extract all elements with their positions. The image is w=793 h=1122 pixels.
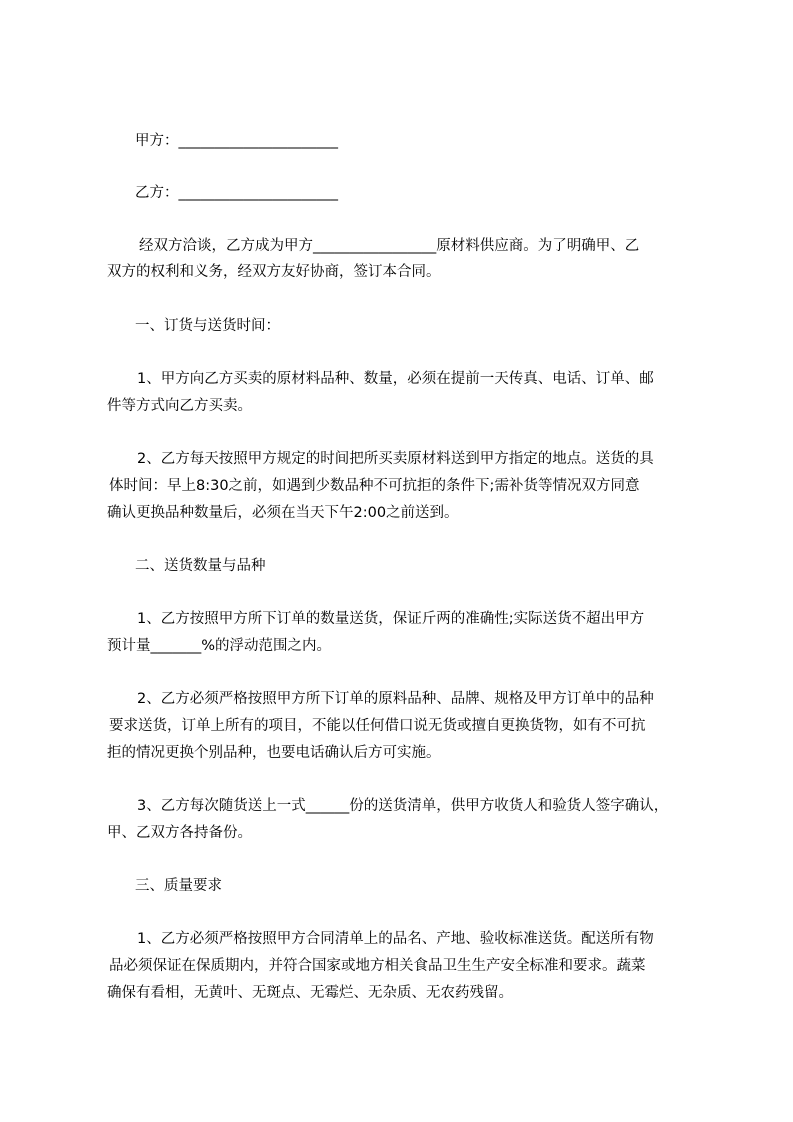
party-a-blank[interactable]: ______________________ [178, 133, 338, 149]
section-3-heading: 三、质量要求 [135, 878, 222, 894]
s1-item1-line-1: 1、甲方向乙方买卖的原材料品种、数量，必须在提前一天传真、电话、订单、邮 [137, 371, 654, 387]
party-b-blank[interactable]: ______________________ [178, 185, 338, 201]
section-1-heading: 一、订货与送货时间： [135, 318, 280, 334]
party-a-label: 甲方： [135, 133, 179, 149]
intro-line-1 [139, 236, 639, 256]
s2-item3-line-2: 甲、乙双方各持备份。 [107, 825, 252, 841]
s2-item2-line-2: 要求送货，订单上所有的项目，不能以任何借口说无货或擅自更换货物，如有不可抗 [109, 718, 646, 734]
supplier-blank[interactable]: _________________ [313, 238, 437, 254]
s3-item1-line-2: 品必须保证在保质期内，并符合国家或地方相关食品卫生生产安全标准和要求。蔬菜 [109, 958, 646, 974]
float-percent-blank[interactable]: _______ [150, 638, 202, 654]
section-2-heading: 二、送货数量与品种 [135, 558, 266, 574]
s2-item1-text-a: 预计量 [107, 638, 151, 654]
intro-line-2: 双方的权利和义务，经双方友好协商，签订本合同。 [107, 264, 441, 280]
party-b-line [135, 183, 338, 203]
s3-item1-line-1: 1、乙方必须严格按照甲方合同清单上的品名、产地、验收标准送货。配送所有物 [137, 931, 654, 947]
s2-item2-line-3: 拒的情况更换个别品种，也要电话确认后方可实施。 [107, 745, 441, 761]
s2-item3-text-a: 3、乙方每次随货送上一式 [137, 798, 306, 814]
s2-item1-text-b: %的浮动范围之内。 [201, 638, 332, 654]
s1-item2-line-3: 确认更换品种数量后，必须在当天下午2:00之前送到。 [107, 505, 459, 521]
s2-item3-text-b: 份的送货清单，供甲方收货人和验货人签字确认， [349, 798, 669, 814]
s1-item2-line-2: 体时间：早上8:30之前，如遇到少数品种不可抗拒的条件下;需补货等情况双方同意 [109, 478, 640, 494]
intro-text-a: 经双方洽谈，乙方成为甲方 [139, 238, 313, 254]
s2-item2-line-1: 2、乙方必须严格按照甲方所下订单的原料品种、品牌、规格及甲方订单中的品种 [137, 691, 654, 707]
s2-item1-line-1: 1、乙方按照甲方所下订单的数量送货，保证斤两的准确性;实际送货不超出甲方 [137, 611, 645, 627]
s2-item3-line-1 [137, 796, 668, 816]
s2-item1-line-2 [107, 636, 331, 656]
s1-item1-line-2: 件等方式向乙方买卖。 [107, 398, 252, 414]
party-b-label: 乙方： [135, 185, 179, 201]
s3-item1-line-3: 确保有看相，无黄叶、无斑点、无霉烂、无杂质、无农药残留。 [107, 985, 513, 1001]
s1-item2-line-1: 2、乙方每天按照甲方规定的时间把所买卖原材料送到甲方指定的地点。送货的具 [137, 451, 654, 467]
intro-text-b: 原材料供应商。为了明确甲、乙 [436, 238, 640, 254]
party-a-line [135, 131, 338, 151]
copies-blank[interactable]: ______ [305, 798, 350, 814]
